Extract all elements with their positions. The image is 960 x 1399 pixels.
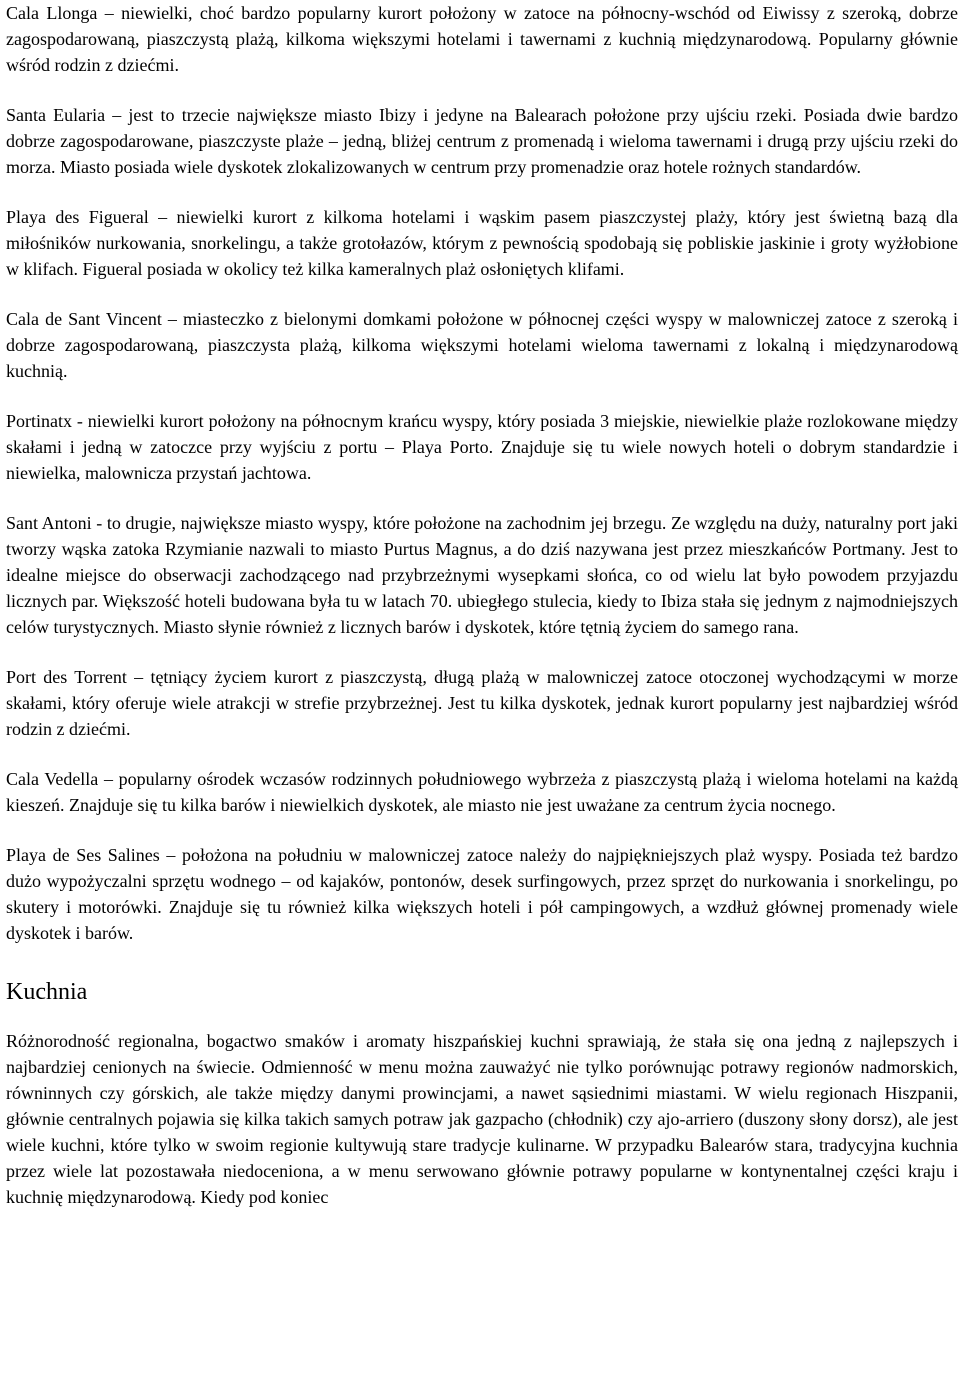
paragraph-sant-antoni: Sant Antoni - to drugie, największe miasto wyspy, które położone na zachodnim jej brzegu. Ze względu na duży, naturalny port jaki tworzy wąska zatoka Rzymianie nazwali to miasto Purtus Magnus, a do dziś nazywana jest przez mieszkańców Portmany. Jest to idealne miejsce do obserwacji zachodzącego nad przybrzeżnymi wysepkami słońca, co od wielu lat było powodem przyjazdu licznych par. Większość hoteli budowana była tu w latach 70. ubiegłego stulecia, kiedy to Ibiza stała się jednym z najmodniejszych celów turystycznych. Miasto słynie również z licznych barów i dyskotek, które tętnią życiem do samego rana. xyxy=(6,513,958,637)
paragraph-portinatx: Portinatx - niewielki kurort położony na północnym krańcu wyspy, który posiada 3 miejskie, niewielkie plaże rozlokowane między skałami i jedną w zatoczce przy wyjściu z portu – Playa Porto. Znajduje się tu wiele nowych hoteli o dobrym standardzie i niewielka, malownicza przystań jachtowa. xyxy=(6,411,958,483)
paragraph-playa-des-figueral: Playa des Figueral – niewielki kurort z kilkoma hotelami i wąskim pasem piaszczystej plaży, który jest świetną bazą dla miłośników nurkowania, snorkelingu, a także grotołazów, którym z pewnością spodobają się pobliskie jaskinie i groty wyżłobione w klifach. Figueral posiada w okolicy też kilka kameralnych plaż osłoniętych klifami. xyxy=(6,207,958,279)
paragraph-cala-vedella: Cala Vedella – popularny ośrodek wczasów rodzinnych południowego wybrzeża z piaszczystą plażą i wieloma hotelami na każdą kieszeń. Znajduje się tu kilka barów i niewielkich dyskotek, ale miasto nie jest uważane za centrum życia nocnego. xyxy=(6,769,958,815)
document-page xyxy=(6,0,958,1234)
paragraph-cala-de-sant-vincent: Cala de Sant Vincent – miasteczko z bielonymi domkami położone w północnej części wyspy w malowniczej zatoce z szeroką i dobrze zagospodarowaną, piaszczysta plażą, kilkoma większymi hotelami wieloma tawernami z lokalną i międzynarodową kuchnią. xyxy=(6,309,958,381)
paragraph-cala-llonga: Cala Llonga – niewielki, choć bardzo popularny kurort położony w zatoce na północny-wschód od Eiwissy z szeroką, dobrze zagospodarowaną, piaszczystą plażą, kilkoma większymi hotelami i tawernami z kuchnią międzynarodową. Popularny głównie wśród rodzin z dziećmi. xyxy=(6,3,958,75)
paragraph-kuchnia: Różnorodność regionalna, bogactwo smaków i aromaty hiszpańskiej kuchni sprawiają, że stała się ona jedną z najlepszych i najbardziej cenionych na świecie. Odmienność w menu można zauważyć nie tylko porównując potrawy regionów nadmorskich, równinnych czy górskich, ale także między danymi prowincjami, a nawet sąsiednimi miastami. W wielu regionach Hiszpanii, głównie centralnych pojawia się kilka takich samych potraw jak gazpacho (chłodnik) czy ajo-arriero (duszony słony dorsz), ale jest wiele kuchni, które tylko w swoim regionie kultywują stare tradycje kulinarne. W przypadku Balearów stara, tradycyjna kuchnia przez wiele lat pozostawała niedoceniona, a w menu serwowano głównie potrawy popularne w kontynentalnej części kraju i kuchnię międzynarodową. Kiedy pod koniec xyxy=(6,1031,958,1207)
paragraph-port-des-torrent: Port des Torrent – tętniący życiem kurort z piaszczystą, długą plażą w malowniczej zatoce otoczonej wychodzącymi w morze skałami, który oferuje wiele atrakcji w strefie przybrzeżnej. Jest tu kilka dyskotek, jednak kurort popularny jest najbardziej wśród rodzin z dziećmi. xyxy=(6,667,958,739)
section-heading-kuchnia: Kuchnia xyxy=(6,979,88,1005)
paragraph-santa-eularia: Santa Eularia – jest to trzecie największe miasto Ibizy i jedyne na Balearach położone przy ujściu rzeki. Posiada dwie bardzo dobrze zagospodarowane, piaszczyste plaże – jedną, bliżej centrum z promenadą i wieloma tawernami i drugą przy ujściu rzeki do morza. Miasto posiada wiele dyskotek zlokalizowanych w centrum przy promenadzie oraz hotele rożnych standardów. xyxy=(6,105,958,177)
paragraph-playa-de-ses-salines: Playa de Ses Salines – położona na południu w malowniczej zatoce należy do najpiękniejszych plaż wyspy. Posiada też bardzo dużo wypożyczalni sprzętu wodnego – od kajaków, pontonów, desek surfingowych, przez sprzęt do nurkowania i snorkelingu, po skutery i motorówki. Znajduje się tu również kilka większych hoteli i pół campingowych, a wzdłuż głównej promenady wiele dyskotek i barów. xyxy=(6,845,958,943)
